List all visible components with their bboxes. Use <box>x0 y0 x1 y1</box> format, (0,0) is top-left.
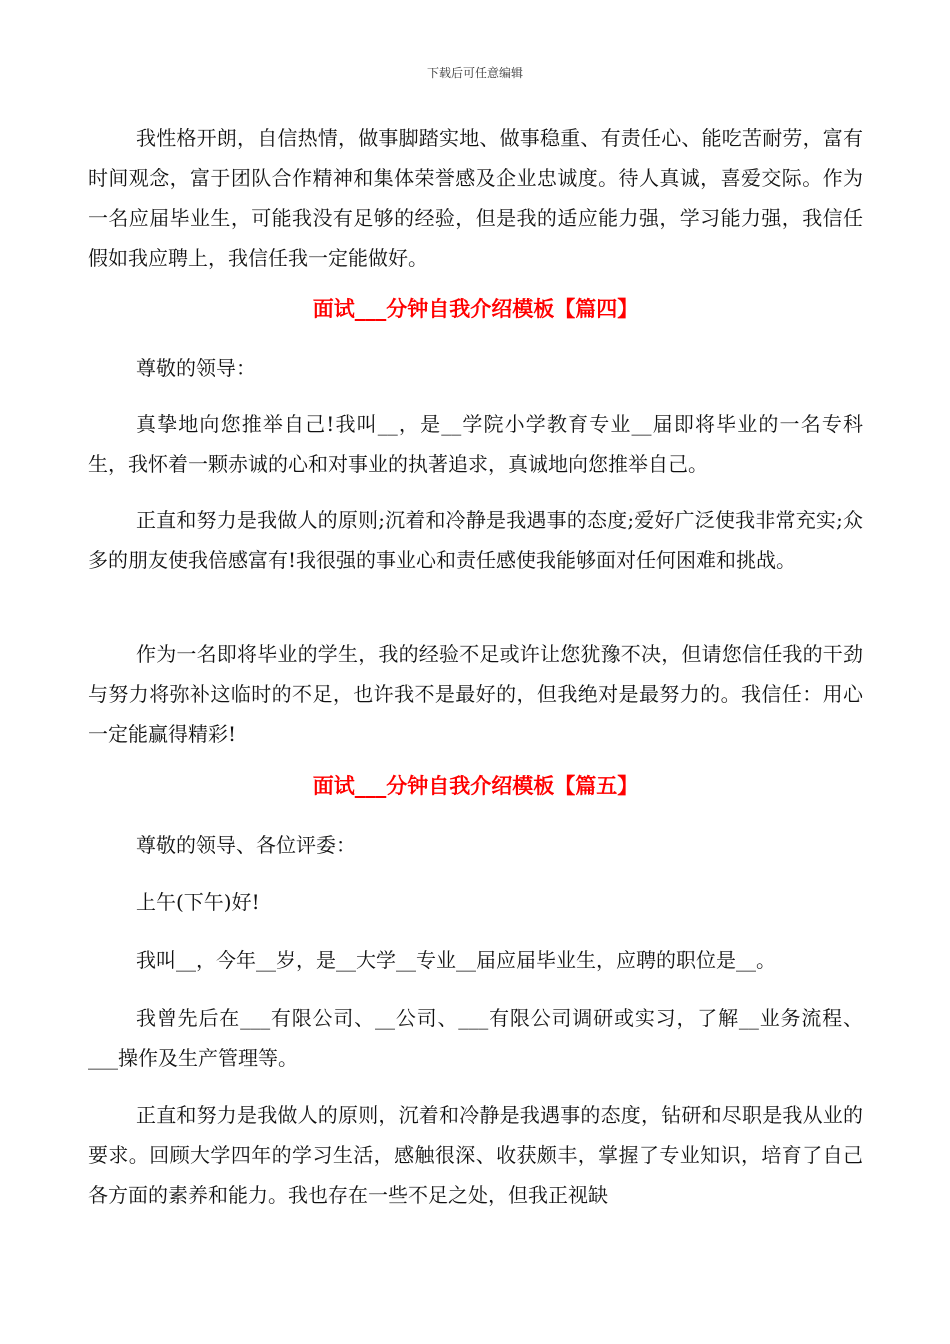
paragraph-greeting-judges: 尊敬的领导、各位评委： <box>136 833 356 857</box>
paragraph-reflection: 正直和努力是我做人的原则，沉着和冷静是我遇事的态度，钻研和尽职是我从业的要求。回顾大学四年的学习生活，感触很深、收获颇丰，掌握了专业知识，培育了自己各方面的素养和能力。我也存在一些不足之处，但我正视缺 <box>88 1103 863 1207</box>
paragraph-effort: 作为一名即将毕业的学生，我的经验不足或许让您犹豫不决，但请您信任我的干劲与努力将弥补这临时的不足，也许我不是最好的，但我绝对是最努力的。我信任：用心一定能赢得精彩! <box>88 642 863 746</box>
paragraph-personality: 我性格开朗，自信热情，做事脚踏实地、做事稳重、有责任心、能吃苦耐劳，富有时间观念，富于团队合作精神和集体荣誉感及企业忠诚度。待人真诚，喜爱交际。作为一名应届毕业生，可能我没有足够的经验，但是我的适应能力强，学习能力强，我信任假如我应聘上，我信任我一定能做好。 <box>88 126 863 270</box>
paragraph-good-morning: 上午(下午)好! <box>136 890 260 914</box>
section-heading-part5: 面试___分钟自我介绍模板【篇五】 <box>312 774 639 798</box>
page-header: 下载后可任意编辑 <box>426 66 523 80</box>
paragraph-greeting-leaders: 尊敬的领导： <box>136 356 256 380</box>
paragraph-principles: 正直和努力是我做人的原则;沉着和冷静是我遇事的态度;爱好广泛使我非常充实;众多的朋友使我倍感富有!我很强的事业心和责任感使我能够面对任何困难和挑战。 <box>88 508 863 572</box>
paragraph-introduction: 我叫__，今年__岁，是__大学__专业__届应届毕业生，应聘的职位是__。 <box>136 948 776 972</box>
paragraph-self-recommendation: 真挚地向您推举自己!我叫__，是__学院小学教育专业__届即将毕业的一名专科生，我怀着一颗赤诚的心和对事业的执著追求，真诚地向您推举自己。 <box>88 412 863 476</box>
section-heading-part4: 面试___分钟自我介绍模板【篇四】 <box>312 297 639 321</box>
paragraph-internships: 我曾先后在___有限公司、__公司、___有限公司调研或实习，了解__业务流程、___操作及生产管理等。 <box>88 1006 863 1070</box>
